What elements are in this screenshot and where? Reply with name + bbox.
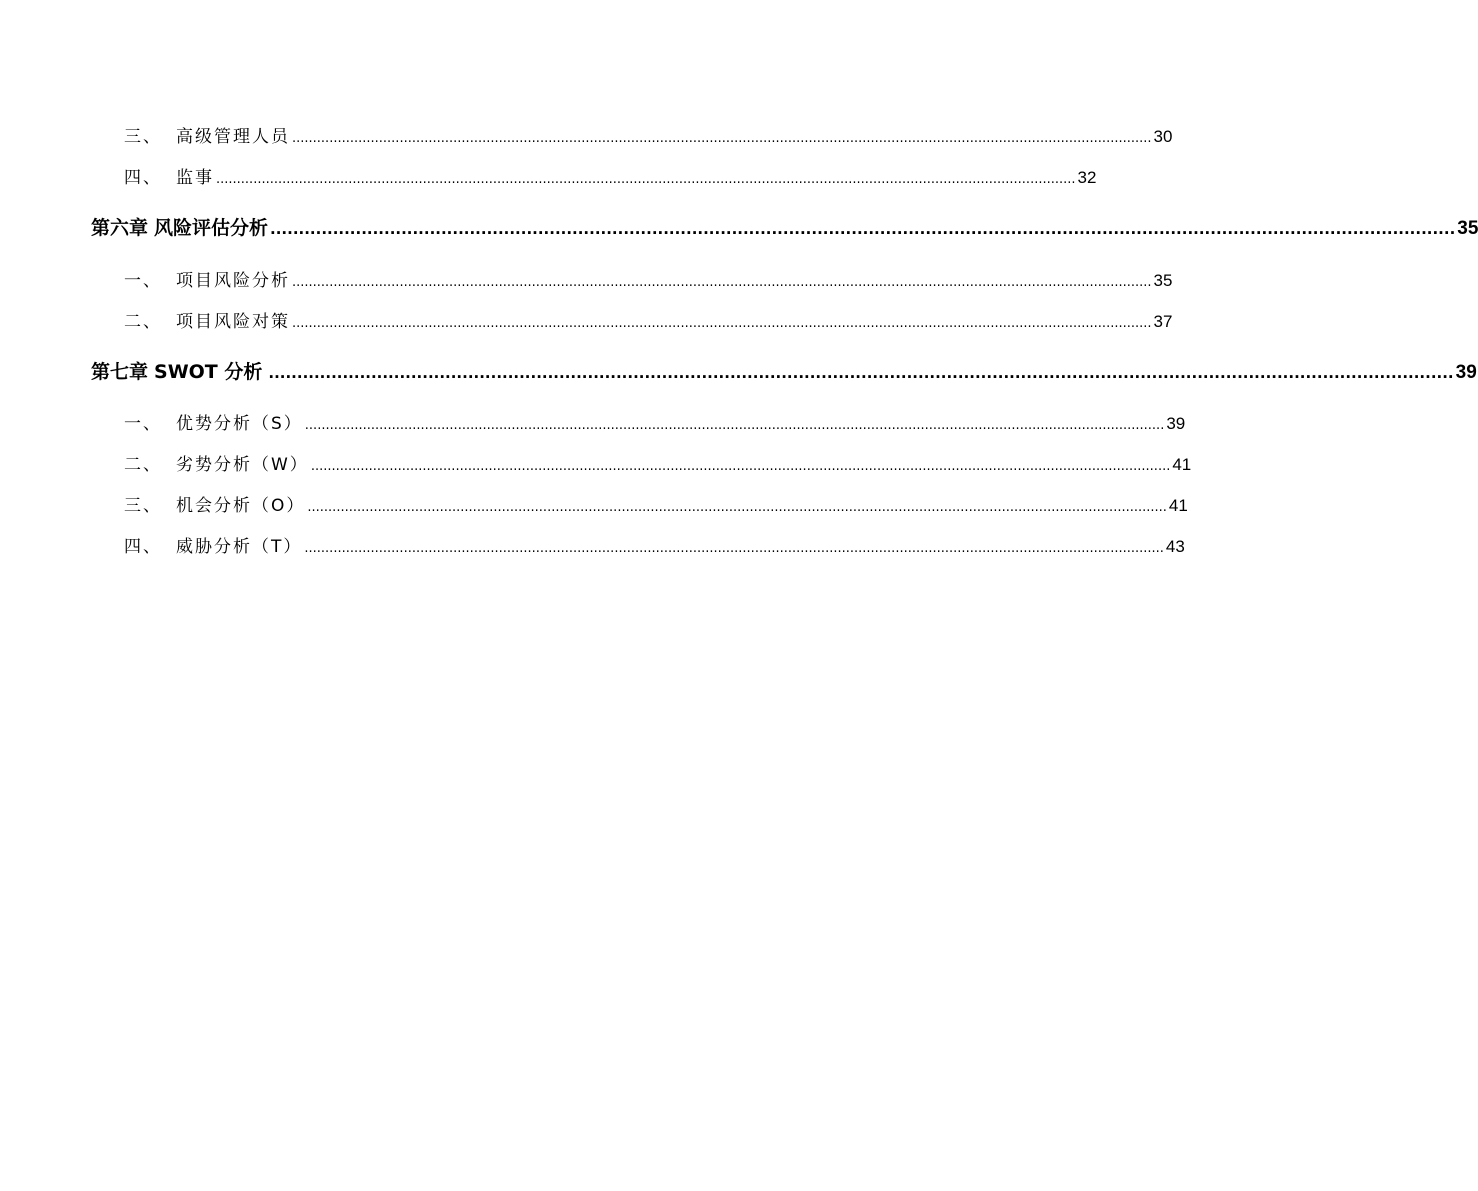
toc-entry-title: 监事	[176, 168, 214, 188]
toc-entry-weaknesses[interactable]	[124, 450, 1192, 476]
toc-page-number: 41	[1172, 455, 1192, 474]
toc-entry-title: 优势分析（S）	[176, 414, 303, 434]
toc-chapter-number: 第六章	[91, 217, 149, 239]
toc-page-number: 43	[1165, 537, 1185, 556]
toc-entry-opportunities[interactable]	[124, 491, 1188, 517]
toc-leader-dots: ................................................................................................................................................................................................................	[216, 172, 1076, 187]
toc-leader-dots: ................................................................................................................................................................................................................	[292, 131, 1152, 146]
toc-page-number: 35	[1457, 218, 1478, 239]
toc-page-number: 37	[1153, 312, 1173, 331]
toc-entry-number: 三、	[124, 496, 162, 516]
toc-entry-number: 一、	[124, 271, 162, 291]
toc-page-number: 32	[1077, 168, 1097, 187]
toc-leader-dots: ................................................................................................................................................................................................................	[268, 364, 1454, 382]
toc-leader-dots: ................................................................................................................................................................................................................	[304, 418, 1165, 433]
toc-chapter-7[interactable]	[91, 357, 1477, 383]
toc-leader-dots: ................................................................................................................................................................................................................	[292, 316, 1152, 331]
toc-page-number: 41	[1168, 496, 1188, 515]
toc-page-number: 35	[1153, 271, 1173, 290]
toc-entry-title: 项目风险分析	[176, 271, 290, 291]
toc-entry-number: 四、	[124, 537, 162, 557]
toc-entry-number: 三、	[124, 127, 162, 147]
toc-leader-dots: ................................................................................................................................................................................................................	[270, 220, 1456, 238]
toc-entry-strengths[interactable]	[124, 409, 1186, 435]
toc-entry-number: 四、	[124, 168, 162, 188]
toc-entry-number: 一、	[124, 414, 162, 434]
toc-chapter-title: 风险评估分析	[154, 217, 269, 239]
toc-leader-dots: ................................................................................................................................................................................................................	[292, 275, 1152, 290]
toc-entry-title: 机会分析（O）	[176, 496, 306, 516]
toc-entry-title: 高级管理人员	[176, 127, 290, 147]
toc-page-number: 39	[1455, 362, 1477, 383]
toc-entry-threats[interactable]	[124, 532, 1185, 558]
toc-leader-dots: ................................................................................................................................................................................................................	[307, 500, 1167, 515]
toc-leader-dots: ................................................................................................................................................................................................................	[304, 541, 1164, 556]
toc-entry-supervisors[interactable]	[124, 163, 1097, 189]
toc-chapter-6[interactable]	[91, 213, 1478, 239]
toc-page-number: 30	[1153, 127, 1173, 146]
toc-entry-number: 二、	[124, 312, 162, 332]
toc-entry-senior-management[interactable]	[124, 122, 1173, 148]
toc-leader-dots: ................................................................................................................................................................................................................	[310, 459, 1171, 474]
toc-chapter-number: 第七章	[91, 361, 149, 383]
toc-page-number: 39	[1166, 414, 1186, 433]
toc-entry-title: 项目风险对策	[176, 312, 290, 332]
toc-entry-title: 威胁分析（T）	[176, 537, 303, 557]
toc-entry-number: 二、	[124, 455, 162, 475]
toc-entry-project-risk-analysis[interactable]	[124, 266, 1173, 292]
toc-entry-title: 劣势分析（W）	[176, 455, 309, 475]
toc-chapter-title: SWOT 分析	[154, 361, 263, 383]
toc-entry-project-risk-countermeasures[interactable]	[124, 307, 1173, 333]
